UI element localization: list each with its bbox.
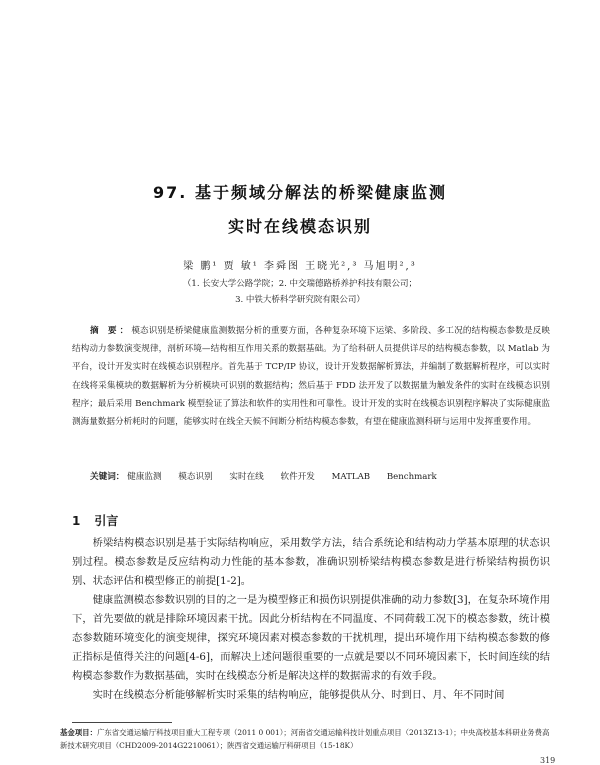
affiliation-line2: 3. 中铁大桥科学研究院有限公司） (235, 295, 365, 305)
body-paragraph: 桥梁结构模态识别是基于实际结构响应，采用数学方法，结合系统论和结构动力学基本原理的状态识别过程。模态参数是反应结构动力性能的基本参数，准确识别桥梁结构模态参数是进行桥梁结构损伤识别、状态评估和模型修正的前提[1-2]。 (72, 537, 550, 587)
abstract-text: 模态识别是桥梁健康监测数据分析的重要方面，各种复杂环境下运梁、多阶段、多工况的结构模态参数是反映结构动力参数演变规律，剖析环境—结构相互作用关系的数据基础。为了给科研人员提供详尽的结构模态参数，以 Matlab 为平台，设计开发实时在线模态识别程序。首先基于 TCP/IP 协议，设计开发数据解析算法，并编制了数据解析程序，可以实时在线将采集模块的数据解析为分析模块可识别的数据结构；然后基于 FDD 法开发了以数据量为触发条件的实时在线模态识别程序；最后采用 Benchmark 模型验证了算法和软件的实用性和可靠性。设计开发的实时在线模态识别程序解决了实际健康监测海量数据分析耗时的问题，能够实时在线全天候不间断分析结构模态参数，有望在健康监测科研与运用中发挥重要作用。 (72, 326, 550, 428)
body-paragraph: 实时在线模态分析能够解析实时采集的结构响应，能够提供从分、时到日、月、年不同时间 (92, 689, 505, 701)
keyword: 软件开发 (280, 472, 315, 482)
author-list: 梁 鹏¹ 贾 敏¹ 李舜图 王晓光²,³ 马旭明²,³ (183, 261, 417, 272)
page-number: 319 (540, 756, 556, 765)
keyword: 模态识别 (178, 472, 213, 482)
paper-title-line1: 97. 基于频域分解法的桥梁健康监测 (153, 183, 447, 202)
body-text (72, 534, 550, 705)
section-heading (72, 512, 132, 529)
keywords (72, 470, 550, 482)
footnote-rule (72, 722, 172, 723)
section-number: 1 (72, 514, 81, 528)
affiliation-line1: （1. 长安大学公路学院；2. 中交瑞德路桥养护科技有限公司； (182, 279, 418, 289)
paper-title-line2: 实时在线模态识别 (227, 217, 372, 236)
keyword: 实时在线 (229, 472, 264, 482)
keyword: Benchmark (386, 472, 437, 482)
abstract (72, 322, 550, 431)
footnote-label: 基金项目： (60, 728, 97, 737)
section-title: 引言 (94, 514, 119, 528)
keyword: MATLAB (331, 472, 371, 482)
funding-footnote (60, 727, 550, 752)
body-paragraph: 健康监测模态参数识别的目的之一是为模型修正和损伤识别提供准确的动力参数[3]，在复杂环境作用下，首先要做的就是排除环境因素干扰。因此分析结构在不同温度、不同荷载工况下的模态参数，统计模态参数随环境变化的演变规律，探究环境因素对模态参数的干扰机理，提出环境作用下结构模态参数的修正指标是值得关注的问题[4-6]，而解决上述问题很重要的一点就是要以不同环境因素下，长时间连续的结构模态参数作为数据基础，实时在线模态分析是解决这样的数据需求的有效手段。 (72, 594, 550, 682)
abstract-label: 摘 要： (90, 326, 132, 336)
footnote-text: 广东省交通运输厅科技项目重大工程专项（2011 0 001）；河南省交通运输科技计划重点项目（2013Z13-1）；中央高校基本科研业务费高新技术研究项目（CHD2009-2014G2210061）；陕西省交通运输厅科研项目（15-18K） (60, 728, 550, 750)
keywords-label: 关键词： (90, 472, 125, 482)
keyword: 健康监测 (127, 472, 162, 482)
